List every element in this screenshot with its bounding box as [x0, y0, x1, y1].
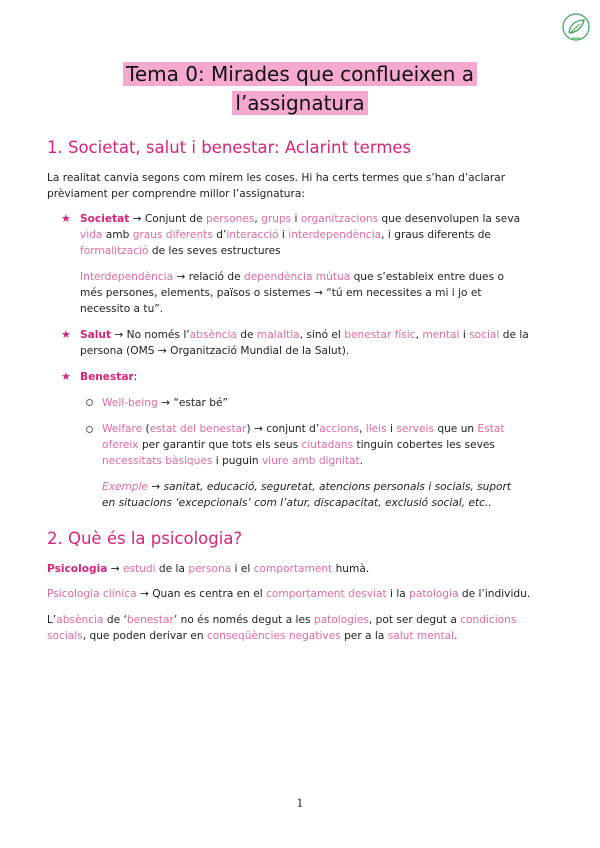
salut-definition: Salut → No només l’absència de malaltia, sinó el benestar físic, mental i social de la persona (OMS → Organització Mundial de la Salut). — [80, 329, 529, 358]
star-bullet-icon: ★ — [61, 370, 71, 383]
exemple-paragraph: Exemple → sanitat, educació, seguretat, atencions personals i socials, suport en situacions ‘excepcionals’ com l’atur, discapacitat, exclusió social, etc.. — [102, 481, 512, 510]
interdependencia-definition: Interdependència → relació de dependència mútua que s’estableix entre dues o més persones, elements, països o sistemes → “tú em necessites a mi i jo et necessito a tu”. — [80, 271, 504, 316]
intro-paragraph: La realitat canvia segons com mirem les coses. Hi ha certs termes que s’han d’aclarar prèviament per comprendre millor l’assignatura: — [47, 172, 506, 201]
psicologia-definition: Psicologia → estudi de la persona i el comportament humà. — [47, 563, 370, 575]
star-bullet-icon: ★ — [61, 328, 71, 341]
absencia-paragraph: L’absència de ‘benestar’ no és només degut a les patologies, pot ser degut a condicions socials, que poden derivar en conseqüències negatives per a la salut mental. — [47, 614, 517, 643]
wellbeing-definition: Well-being → “estar bé” — [102, 397, 228, 409]
page-number: 1 — [296, 797, 304, 810]
section-1-heading: 1. Societat, salut i benestar: Aclarint termes — [47, 138, 412, 157]
benestar-heading: Benestar: — [80, 371, 138, 383]
leaf-logo-icon — [560, 12, 592, 44]
societat-definition: Societat → Conjunt de persones, grups i organitzacions que desenvolupen la seva vida amb graus diferents d’interacció i interdependència, i graus diferents de formalització de les seves estructures — [80, 213, 521, 258]
page-title: Tema 0: Mirades que conflueixen a l’assignatura — [0, 60, 600, 118]
star-bullet-icon: ★ — [61, 212, 71, 225]
welfare-definition: Welfare (estat del benestar) → conjunt d’accions, lleis i serveis que un Estat ofereix per garantir que tots els seus ciutadans tinguin cobertes les seves necessitats bàsiques i puguin viure amb dignitat. — [102, 423, 505, 468]
circle-bullet-icon — [86, 399, 93, 406]
circle-bullet-icon — [86, 426, 93, 433]
section-2-heading: 2. Què és la psicologia? — [47, 529, 243, 548]
psicologia-clinica-definition: Psicologia clínica → Quan es centra en el comportament desviat i la patologia de l’individu. — [47, 588, 531, 600]
